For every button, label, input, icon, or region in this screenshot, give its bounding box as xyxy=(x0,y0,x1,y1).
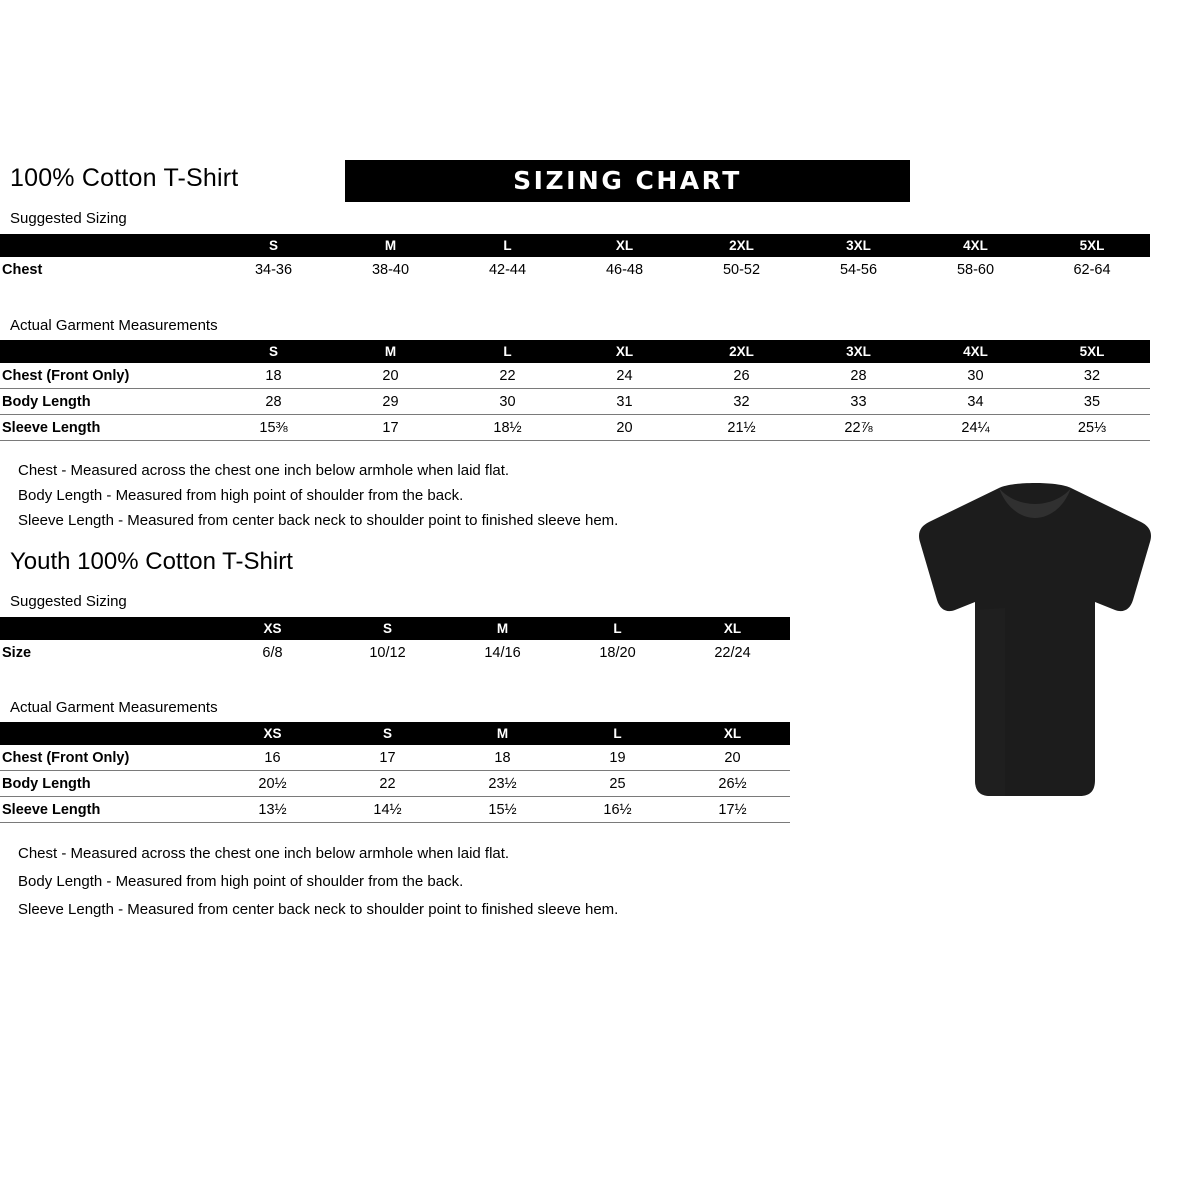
table-row xyxy=(0,797,790,823)
col-header: M xyxy=(496,726,509,741)
youth-note-chest: Chest - Measured across the chest one inch below armhole when laid flat. xyxy=(18,845,510,862)
cell: 32 xyxy=(683,389,800,415)
cell: 21½ xyxy=(683,415,800,441)
cell: 18½ xyxy=(449,415,566,441)
cell: 22⅞ xyxy=(800,415,917,441)
col-header: XL xyxy=(615,238,634,253)
row-label: Body Length xyxy=(0,389,215,415)
col-header: S xyxy=(382,621,392,636)
cell: 33 xyxy=(800,389,917,415)
cell: 30 xyxy=(449,389,566,415)
cell: 26 xyxy=(683,363,800,389)
col-header: XL xyxy=(723,621,742,636)
youth-note-sleeve-length: Sleeve Length - Measured from center back neck to shoulder point to finished sleeve hem. xyxy=(18,901,619,918)
cell: 20½ xyxy=(215,771,330,797)
table-header-row xyxy=(0,722,790,745)
youth-section-title: Youth 100% Cotton T-Shirt xyxy=(10,548,293,575)
col-header: 4XL xyxy=(963,344,988,359)
cell: 20 xyxy=(332,363,449,389)
cell: 32 xyxy=(1034,363,1150,389)
cell: 50-52 xyxy=(722,261,761,278)
youth-actual-measurements-label: Actual Garment Measurements xyxy=(10,699,218,716)
cell: 22 xyxy=(449,363,566,389)
cell: 16 xyxy=(215,745,330,771)
sizing-chart-banner-label: SIZING CHART xyxy=(513,166,742,195)
cell: 34 xyxy=(917,389,1034,415)
cell: 18 xyxy=(215,363,332,389)
youth-note-body-length: Body Length - Measured from high point of shoulder from the back. xyxy=(18,873,464,890)
col-header: M xyxy=(496,621,509,636)
cell: 17 xyxy=(330,745,445,771)
row-label: Sleeve Length xyxy=(0,415,215,441)
col-header: S xyxy=(382,726,392,741)
adult-note-body-length: Body Length - Measured from high point of shoulder from the back. xyxy=(18,487,464,504)
col-header: L xyxy=(613,726,622,741)
table-row xyxy=(0,771,790,797)
cell: 17½ xyxy=(675,797,790,823)
youth-suggested-sizing-table xyxy=(0,617,790,665)
cell: 35 xyxy=(1034,389,1150,415)
cell: 15⅜ xyxy=(215,415,332,441)
col-header: L xyxy=(613,621,622,636)
cell: 18 xyxy=(445,745,560,771)
cell: 23½ xyxy=(445,771,560,797)
cell: 28 xyxy=(215,389,332,415)
col-header: 2XL xyxy=(729,238,754,253)
col-header: S xyxy=(268,344,278,359)
cell: 20 xyxy=(675,745,790,771)
col-header: 4XL xyxy=(963,238,988,253)
cell: 38-40 xyxy=(371,261,410,278)
cell: 25⅓ xyxy=(1034,415,1150,441)
col-header xyxy=(0,340,215,363)
cell: 31 xyxy=(566,389,683,415)
cell: 25 xyxy=(560,771,675,797)
adult-suggested-sizing-table xyxy=(0,234,1150,282)
col-header: 5XL xyxy=(1079,238,1105,253)
cell: 34-36 xyxy=(254,261,293,278)
table-row xyxy=(0,257,1150,282)
col-header: 5XL xyxy=(1079,344,1105,359)
cell: 28 xyxy=(800,363,917,389)
cell: 29 xyxy=(332,389,449,415)
cell: 13½ xyxy=(215,797,330,823)
table-header-row xyxy=(0,617,790,640)
table-row xyxy=(0,415,1150,441)
cell: 15½ xyxy=(445,797,560,823)
cell: 18/20 xyxy=(599,644,636,661)
col-header: 3XL xyxy=(846,238,871,253)
table-row xyxy=(0,389,1150,415)
cell: 22/24 xyxy=(714,644,751,661)
sizing-chart-banner xyxy=(345,160,910,202)
row-label: Chest xyxy=(2,261,43,278)
header-row xyxy=(10,160,1190,204)
table-row xyxy=(0,745,790,771)
adult-note-chest: Chest - Measured across the chest one inch below armhole when laid flat. xyxy=(18,462,510,479)
table-header-row xyxy=(0,234,1150,257)
cell: 6/8 xyxy=(262,644,283,661)
row-label: Sleeve Length xyxy=(0,797,215,823)
col-header: S xyxy=(268,238,278,253)
row-label: Body Length xyxy=(0,771,215,797)
row-label: Size xyxy=(2,644,32,661)
table-row xyxy=(0,363,1150,389)
cell: 19 xyxy=(560,745,675,771)
cell: 30 xyxy=(917,363,1034,389)
youth-suggested-sizing-label: Suggested Sizing xyxy=(10,593,127,610)
cell: 26½ xyxy=(675,771,790,797)
col-header: L xyxy=(503,238,512,253)
adult-note-sleeve-length: Sleeve Length - Measured from center back neck to shoulder point to finished sleeve hem. xyxy=(18,512,619,529)
cell: 20 xyxy=(566,415,683,441)
adult-suggested-sizing-label: Suggested Sizing xyxy=(10,210,127,227)
youth-actual-measurements-table xyxy=(0,722,790,823)
row-label: Chest (Front Only) xyxy=(0,745,215,771)
col-header: M xyxy=(384,238,397,253)
col-header: L xyxy=(503,344,512,359)
cell: 54-56 xyxy=(839,261,878,278)
cell: 24 xyxy=(566,363,683,389)
tshirt-icon xyxy=(895,480,1175,810)
cell: 24¼ xyxy=(917,415,1034,441)
adult-actual-measurements-label: Actual Garment Measurements xyxy=(10,317,218,334)
cell: 62-64 xyxy=(1073,261,1111,278)
table-row xyxy=(0,640,790,665)
cell: 58-60 xyxy=(956,261,995,278)
col-header: 2XL xyxy=(729,344,754,359)
col-header: M xyxy=(384,344,397,359)
adult-section-title: 100% Cotton T-Shirt xyxy=(10,164,239,192)
adult-actual-measurements-table xyxy=(0,340,1150,441)
col-header: XL xyxy=(615,344,634,359)
cell: 22 xyxy=(330,771,445,797)
col-header xyxy=(0,234,215,257)
cell: 17 xyxy=(332,415,449,441)
row-label: Chest (Front Only) xyxy=(0,363,215,389)
col-header: XL xyxy=(723,726,742,741)
table-header-row xyxy=(0,340,1150,363)
cell: 10/12 xyxy=(369,644,406,661)
cell: 46-48 xyxy=(605,261,644,278)
col-header: XS xyxy=(263,726,282,741)
cell: 14½ xyxy=(330,797,445,823)
tshirt-illustration xyxy=(895,480,1175,810)
col-header xyxy=(0,722,215,745)
col-header: 3XL xyxy=(846,344,871,359)
cell: 16½ xyxy=(560,797,675,823)
cell: 42-44 xyxy=(488,261,527,278)
col-header xyxy=(0,617,215,640)
col-header: XS xyxy=(263,621,282,636)
cell: 14/16 xyxy=(484,644,521,661)
